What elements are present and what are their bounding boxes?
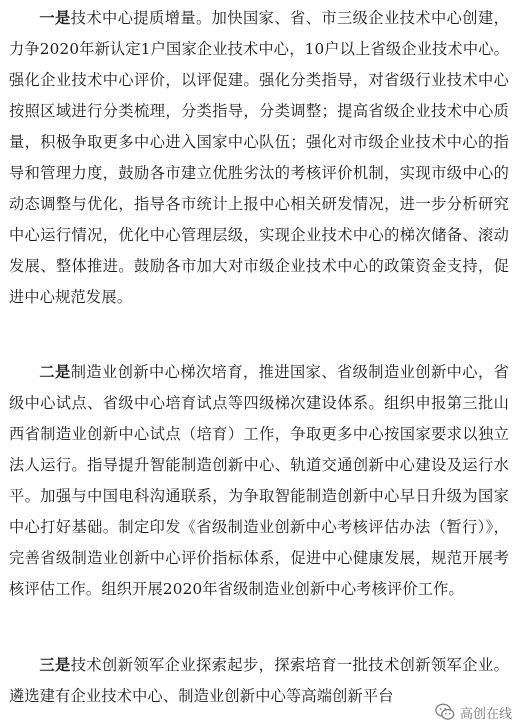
paragraph-body: 技术创新领军企业探索起步，探索培育一批技术创新领军企业。遴选建有企业技术中心、制造业创新中心等高端创新平台: [9, 656, 509, 705]
paragraph-lead: 二是: [39, 363, 71, 381]
paragraph-lead: 一是: [39, 9, 71, 27]
watermark: [434, 701, 512, 723]
paragraph-technology-centers: [9, 3, 509, 313]
paragraph-body: 技术中心提质增量。加快国家、省、市三级企业技术中心创建，力争2020年新认定1户国家企业技术中心，10户以上省级企业技术中心。强化企业技术中心评价，以评促建。强化分类指导，对省级行业技术中心按照区域进行分类梳理，分类指导，分类调整；提高省级企业技术中心质量，积极争取更多中心进入国家中心队伍；强化对市级企业技术中心的指导和管理力度，鼓励各市建立优胜劣汰的考核评价机制，实现市级中心的动态调整与优化，指导各市统计上报中心相关研发情况，进一步分析研究中心运行情况，优化中心管理层级，实现企业技术中心的梯次储备、滚动发展、整体推进。鼓励各市加大对市级企业技术中心的政策资金支持，促进中心规范发展。: [9, 9, 509, 306]
paragraph-body: 制造业创新中心梯次培育，推进国家、省级制造业创新中心，省级中心试点、省级中心培育试点等四级梯次建设体系。组织申报第三批山西省制造业创新中心试点（培育）工作，争取更多中心按国家要求以独立法人运行。指导提升智能制造创新中心、轨道交通创新中心建设及运行水平。加强与中国电科沟通联系，为争取智能制造创新中心早日升级为国家中心打好基础。制定印发《省级制造业创新中心考核评估办法（暂行）》，完善省级制造业创新中心评价指标体系，促进中心健康发展，规范开展考核评估工作。组织开展2020年省级制造业创新中心考核评价工作。: [9, 363, 509, 598]
paragraph-innovation-centers: [9, 357, 509, 605]
wechat-bubble-icon: [434, 701, 456, 723]
paragraph-lead: 三是: [39, 656, 71, 674]
watermark-text: 高创在线: [459, 706, 512, 722]
